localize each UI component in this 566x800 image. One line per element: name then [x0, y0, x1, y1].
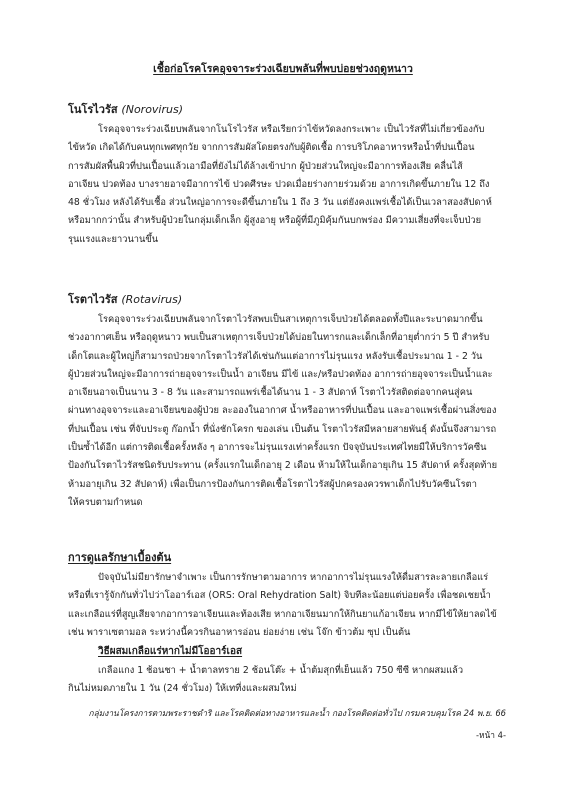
paragraph-line: หรือมากกว่านั้น สำหรับผู้ป่วยในกลุ่มเด็กเล็ก ผู้สูงอายุ หรือผู้ที่มีภูมิคุ้มกันบกพร่อง มีความเสี่ยงที่จะเจ็บป่วย	[68, 215, 482, 227]
first-aid-heading: การดูแลรักษาเบื้องต้น	[68, 551, 172, 564]
paragraph-line: ไข้หวัด เกิดได้กับคนทุกเพศทุกวัย จากการสัมผัสโดยตรงกับผู้ติดเชื้อ การบริโภคอาหารหรือน้ำที่ปนเปื้อน	[68, 142, 475, 154]
norovirus-paragraph	[68, 121, 508, 249]
paragraph-line: ผู้ป่วยส่วนใหญ่จะมีอาการถ่ายอุจจาระเป็นน้ำ อาเจียน มีไข้ และ/หรือปวดท้อง อาการถ่ายอุจจาระเป็นน้ำและ	[68, 368, 493, 380]
page-number: -หน้า 4-	[476, 730, 506, 740]
norovirus-heading-thai: โนโรไวรัส	[68, 103, 118, 116]
document-footer: กลุ่มงานโครงการตามพระราชดำริ และโรคติดต่อทางอาหารและน้ำ กองโรคติดต่อทั่วไป กรมควบคุมโรค 24 พ.ย. 66	[88, 708, 506, 718]
paragraph-line: ห้ามอายุเกิน 32 สัปดาห์) เพื่อเป็นการป้องกันการติดเชื้อโรตาไวรัสผู้ปกครองควรพาเด็กไปรับวัคซีนโรตา	[68, 478, 477, 490]
first-aid-paragraph	[68, 569, 508, 642]
paragraph-line: และเกลือแร่ที่สูญเสียจากอาการอาเจียนและท้องเสีย หากอาเจียนมากให้กินยาแก้อาเจียน หากมีไข้ให้ยาลดไข้	[68, 608, 497, 620]
paragraph-line: โรคอุจจาระร่วงเฉียบพลันจากโนโรไวรัส หรือเรียกว่าไข้หวัดลงกระเพาะ เป็นไวรัสที่ไม่เกี่ยวข้องกับ	[98, 124, 485, 135]
rotavirus-heading-latin: (Rotavirus)	[121, 293, 183, 306]
paragraph-line: เป็นซ้ำได้อีก แต่การติดเชื้อครั้งหลัง ๆ อาการจะไม่รุนแรงเท่าครั้งแรก ปัจจุบันประเทศไทยมีให้บริการวัคซีน	[68, 442, 487, 454]
paragraph-line: กินไม่หมดภายใน 1 วัน (24 ชั่วโมง) ให้เทที่งและผสมใหม่	[68, 683, 297, 695]
rotavirus-heading-thai: โรตาไวรัส	[68, 293, 118, 306]
paragraph-line: อาเจียนอาจเป็นนาน 3 - 8 วัน และสามารถแพร่เชื้อได้นาน 1 - 3 สัปดาห์ โรตาไวรัสติดต่อจากคนสู่คน	[68, 387, 473, 399]
paragraph-line: รุนแรงและยาวนานขึ้น	[68, 233, 159, 245]
paragraph-line: 48 ชั่วโมง หลังได้รับเชื้อ ส่วนใหญ่อาการจะดีขึ้นภายใน 1 ถึง 3 วัน แต่ยังคงแพร่เชื้อได้เป็นเวลาสองสัปดาห์	[68, 197, 492, 209]
paragraph-line: โรคอุจจาระร่วงเฉียบพลันจากโรตาไวรัสพบเป็นสาเหตุการเจ็บป่วยได้ตลอดทั้งปีและระบาดมากขึ้น	[98, 314, 483, 325]
paragraph-line: ป้องกันโรตาไวรัสชนิดรับประทาน (ครั้งแรกในเด็กอายุ 2 เดือน ห้ามให้ในเด็กอายุเกิน 15 สัปดาห์ ครั้งสุดท้าย	[68, 460, 498, 472]
paragraph-line: ผ่านทางอุจจาระและอาเจียนของผู้ป่วย ละอองในอากาศ น้ำหรืออาหารที่ปนเปื้อน และอาจแพร่เชื้อผ่านสิ่งของ	[68, 405, 497, 417]
norovirus-heading-latin: (Norovirus)	[121, 103, 184, 116]
rotavirus-paragraph	[68, 311, 508, 512]
paragraph-line: เกลือแกง 1 ช้อนชา + น้ำตาลทราย 2 ช้อนโต๊ะ + น้ำต้มสุกที่เย็นแล้ว 750 ซีซี หากผสมแล้ว	[98, 665, 464, 676]
ors-recipe-paragraph	[68, 662, 508, 699]
document-title: เชื้อก่อโรคโรคอุจจาระร่วงเฉียบพลันที่พบบ่อยช่วงฤดูหนาว	[153, 63, 413, 75]
paragraph-line: เช่น พาราเซตามอล ระหว่างนี้ควรกินอาหารอ่อน ย่อยง่าย เช่น โจ๊ก ข้าวต้ม ซุป เป็นต้น	[68, 626, 411, 638]
paragraph-line: ที่ปนเปื้อน เช่น ที่จับประตู ก๊อกน้ำ ที่นั่งชักโครก ของเล่น เป็นต้น โรตาไวรัสมีหลายสายพันธุ์ ดังนั้นจึงสามารถ	[68, 423, 497, 435]
paragraph-line: เด็กโตและผู้ใหญ่ก็สามารถป่วยจากโรตาไวรัสได้เช่นกันแต่อาการไม่รุนแรง หลังรับเชื้อประมาณ 1 - 2 วัน	[68, 350, 483, 362]
paragraph-line: อาเจียน ปวดท้อง บางรายอาจมีอาการไข้ ปวดศีรษะ ปวดเมื่อยร่างกายร่วมด้วย อาการเกิดขึ้นภายใน 12 ถึง	[68, 178, 490, 190]
paragraph-line: ให้ครบตามกำหนด	[68, 496, 143, 508]
paragraph-line: หรือที่เรารู้จักกันทั่วไปว่าโออาร์เอส (ORS: Oral Rehydration Salt) จิบทีละน้อยแต่บ่อยครั้ง เพื่อชดเชยน้ำ	[68, 590, 491, 602]
norovirus-heading	[68, 100, 183, 118]
ors-recipe-subheading: วิธีผสมเกลือแร่หากไม่มีโออาร์เอส	[98, 646, 243, 657]
rotavirus-heading	[68, 290, 182, 308]
paragraph-line: ช่วงอากาศเย็น หรือฤดูหนาว พบเป็นสาเหตุการเจ็บป่วยได้บ่อยในทารกและเด็กเล็กที่อายุต่ำกว่า 5 ปี สำหรับ	[68, 332, 490, 344]
paragraph-line: การสัมผัสพื้นผิวที่ปนเปื้อนแล้วเอามือที่ยังไม่ได้ล้างเข้าปาก ผู้ป่วยส่วนใหญ่จะมีอาการท้องเสีย คลื่นไส้	[68, 160, 463, 172]
paragraph-line: ปัจจุบันไม่มียารักษาจำเพาะ เป็นการรักษาตามอาการ หากอาการไม่รุนแรงให้ดื่มสารละลายเกลือแร่	[98, 572, 489, 583]
